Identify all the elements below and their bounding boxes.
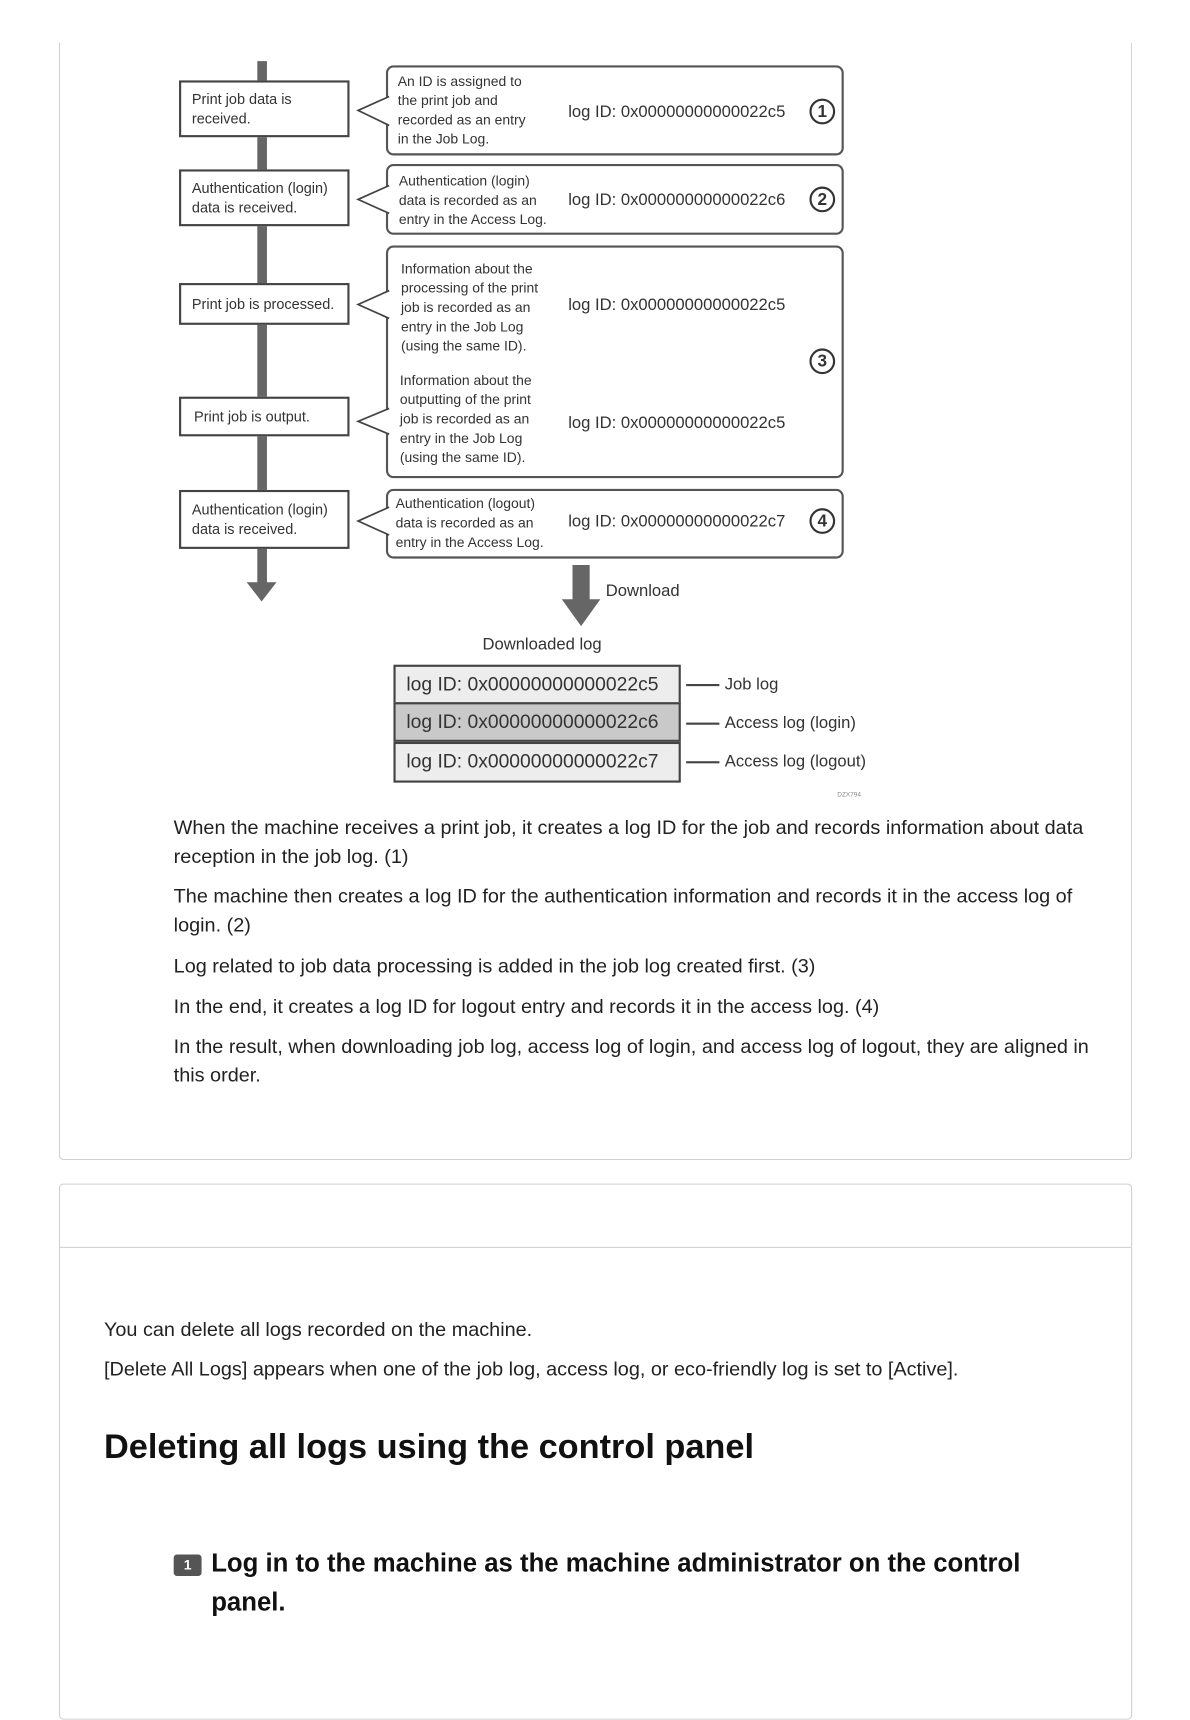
- entry-log-id: log ID: 0x00000000000022c5: [568, 295, 786, 315]
- entry-desc: Authentication (login) data is recorded as an entry in the Access Log.: [398, 172, 547, 228]
- connector-line: [686, 723, 719, 725]
- step-label: Print job data is received.: [191, 90, 292, 126]
- step-box: [179, 169, 349, 226]
- paragraph: In the result, when downloading job log, access log of login, and access log of logout, they are aligned in this order.: [173, 1034, 1089, 1087]
- entry-log-id: log ID: 0x00000000000022c5: [568, 413, 786, 433]
- step-box: [179, 80, 349, 137]
- connector-line: [686, 684, 719, 686]
- paragraph: The machine then creates a log ID for the authentication information and records it in the access log of login. (2): [173, 884, 1073, 936]
- step-number-4-icon: 4: [809, 508, 835, 534]
- log-type-label: Access log (logout): [724, 752, 867, 771]
- intro-paragraph: You can delete all logs recorded on the machine.: [103, 1317, 533, 1341]
- step-label: Authentication (login) data is received.: [191, 501, 328, 537]
- paragraph: When the machine receives a print job, it creates a log ID for the job and records information about data reception in the job log. (1): [173, 815, 1084, 868]
- entry-desc: Authentication (logout) data is recorded as an entry in the Access Log.: [395, 495, 544, 550]
- step-label: Authentication (login) data is received.: [191, 179, 328, 215]
- step-text: Log in to the machine as the machine administrator on the control panel.: [211, 1549, 1021, 1617]
- paragraph: Log related to job data processing is added in the job log created first. (3): [173, 954, 816, 977]
- step-box: [179, 397, 349, 437]
- step-label: Print job is output.: [194, 407, 310, 425]
- step-number-1-icon: 1: [809, 99, 835, 125]
- figure-code: DZX794: [837, 792, 861, 799]
- entry-desc: An ID is assigned to the print job and recorded as an entry in the Job Log.: [397, 72, 526, 147]
- downloaded-log-row: log ID: 0x00000000000022c5: [393, 665, 680, 705]
- intro-paragraph: [Delete All Logs] appears when one of the job log, access log, or eco-friendly log is set to [Active].: [103, 1357, 959, 1380]
- step-box: [179, 283, 349, 325]
- download-arrow-icon: [562, 565, 603, 627]
- timeline-arrowhead: [247, 582, 279, 603]
- step-label: Print job is processed.: [191, 295, 335, 312]
- log-type-label: Access log (login): [724, 714, 856, 733]
- section-header-divider: [60, 1247, 1131, 1248]
- entry-log-id: log ID: 0x00000000000022c5: [568, 102, 786, 122]
- entry-desc: Information about the processing of the print job is recorded as an entry in the Job Log (using the same ID).: [400, 260, 539, 354]
- download-label: Download: [605, 582, 680, 601]
- downloaded-log-row: log ID: 0x00000000000022c6: [393, 702, 680, 742]
- connector-line: [686, 761, 719, 763]
- log-type-label: Job log: [724, 675, 779, 694]
- step-box: [179, 490, 349, 549]
- step-number-badge: 1: [174, 1555, 202, 1576]
- downloaded-log-row: log ID: 0x00000000000022c7: [393, 742, 680, 783]
- downloaded-log-title: Downloaded log: [482, 635, 602, 654]
- callout-pointers: [354, 0, 393, 568]
- step-number-3-icon: 3: [809, 348, 835, 374]
- entry-log-id: log ID: 0x00000000000022c7: [568, 512, 786, 531]
- entry-log-id: log ID: 0x00000000000022c6: [568, 190, 786, 210]
- paragraph: In the end, it creates a log ID for logout entry and records it in the access log. (4): [173, 994, 880, 1018]
- entry-desc: Information about the outputting of the print job is recorded as an entry in the Job Log (using the same ID).: [399, 372, 532, 466]
- step-number-2-icon: 2: [809, 187, 835, 213]
- section-heading: Deleting all logs using the control panel: [103, 1426, 754, 1466]
